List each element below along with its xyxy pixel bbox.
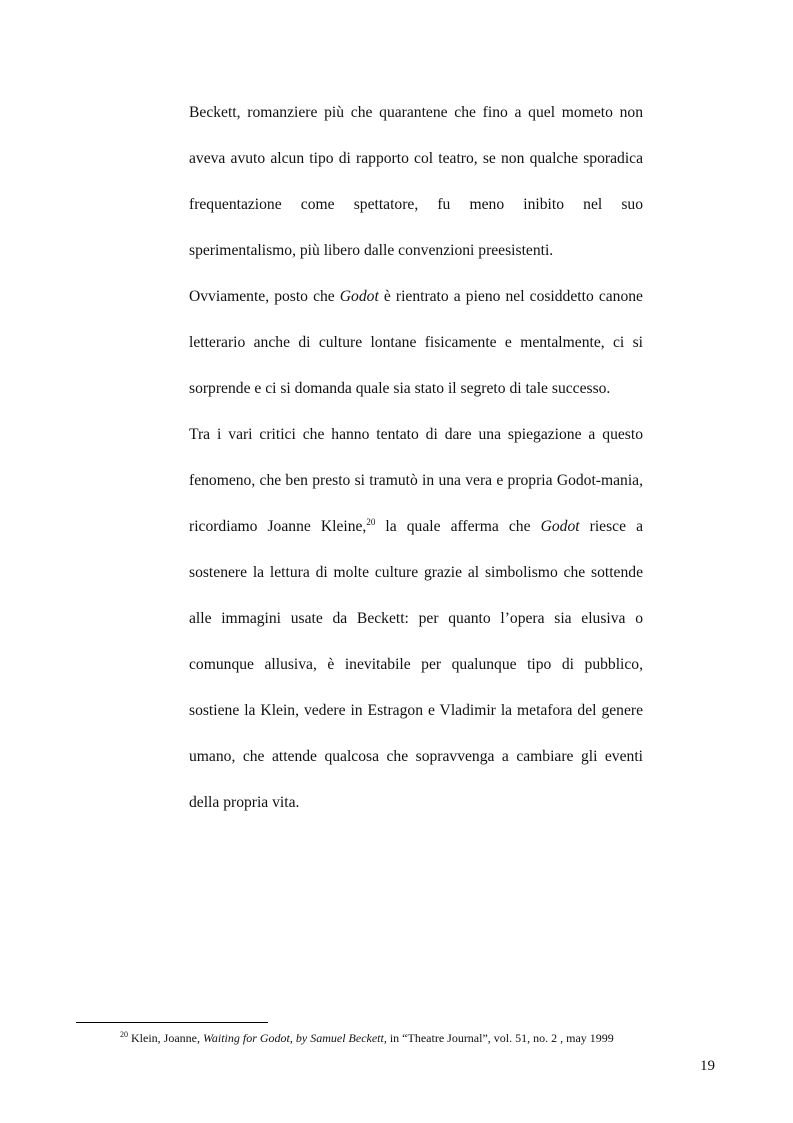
footnote-text-b: in “Theatre Journal”, vol. 51, no. 2 , may 1999 xyxy=(386,1031,614,1045)
paragraph-3-text-c: riesce a sostenere la lettura di molte culture grazie al simbolismo che sottende alle immagini usate da Beckett: per quanto l’opera sia elusiva o comunque allusiva, è inevitabile per qualunque tipo di pubblico, sostiene la Klein, vedere in Estragon e Vladimir la metafora del genere umano, che attende qualcosa che sopravvenga a cambiare gli eventi della propria vita. xyxy=(189,518,644,811)
footnote-work-title: Waiting for Godot, by Samuel Beckett, xyxy=(202,1031,387,1045)
paragraph-3-title-godot: Godot xyxy=(540,518,580,535)
paragraph-1 xyxy=(189,90,643,274)
paragraph-2-text-a: Ovviamente, posto che xyxy=(189,288,340,305)
paragraph-2-text-b: è rientrato a pieno nel cosiddetto canone letterario anche di culture lontane fisicamente e mentalmente, ci si sorprende e ci si domanda quale sia stato il segreto di tale successo. xyxy=(189,288,643,397)
body-text xyxy=(189,90,643,826)
footnote xyxy=(120,1030,720,1046)
paragraph-2 xyxy=(189,274,643,412)
footnote-number: 20 xyxy=(120,1030,128,1039)
paragraph-3 xyxy=(189,412,643,826)
paragraph-3-text-b: la quale afferma che xyxy=(375,518,541,535)
paragraph-1-text: Beckett, romanziere più che quarantene che fino a quel mometo non aveva avuto alcun tipo di rapporto col teatro, se non qualche sporadica frequentazione come spettatore, fu meno inibito nel suo sperimentalismo, più libero dalle convenzioni preesistenti. xyxy=(189,104,643,259)
footnote-reference[interactable]: 20 xyxy=(366,517,376,527)
footnote-text-a: Klein, Joanne, xyxy=(131,1031,203,1045)
paragraph-3-text-a: Tra i vari critici che hanno tentato di dare una spiegazione a questo fenomeno, che ben presto si tramutò in una vera e propria Godot-mania, ricordiamo Joanne Kleine, xyxy=(189,426,643,535)
paragraph-2-title-godot: Godot xyxy=(339,288,379,305)
page-number: 19 xyxy=(700,1058,715,1074)
footnote-separator xyxy=(76,1022,268,1023)
